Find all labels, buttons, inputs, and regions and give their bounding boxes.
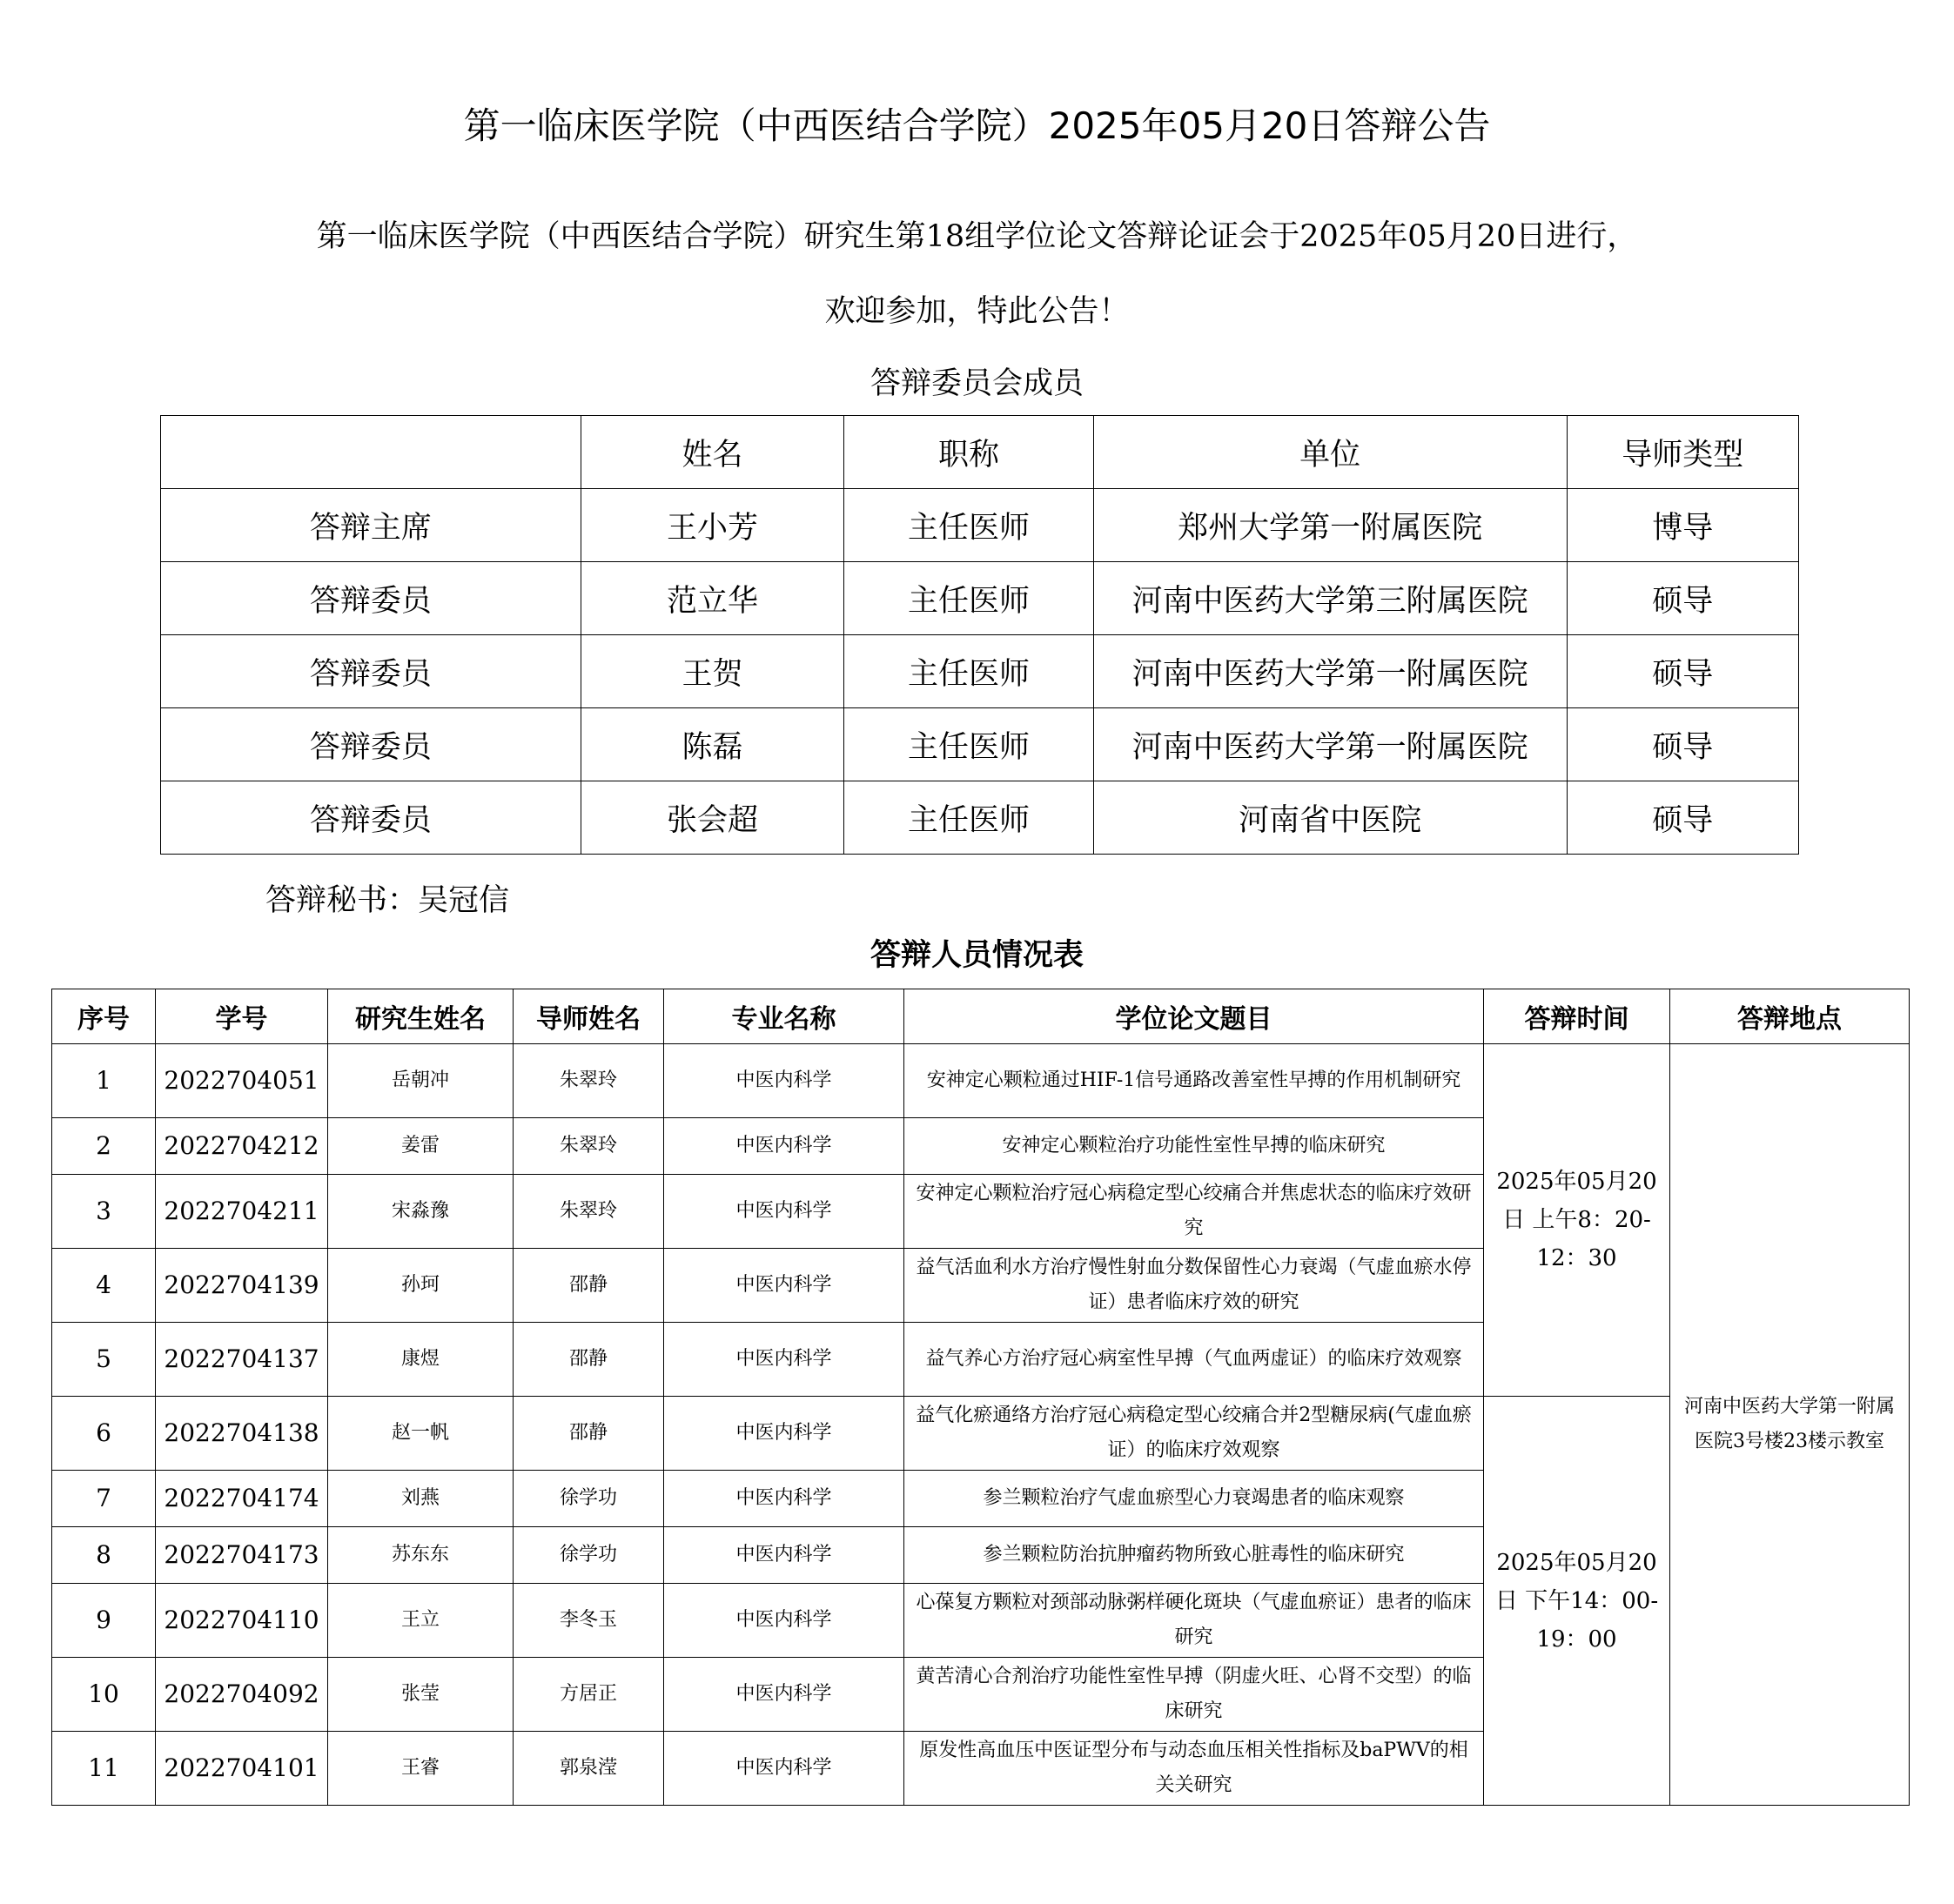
major-cell: 中医内科学 [664, 1397, 904, 1471]
student-name-cell: 康煜 [328, 1323, 514, 1397]
supervisor-name-cell: 徐学功 [514, 1471, 664, 1527]
seq-cell: 6 [52, 1397, 156, 1471]
committee-title: 主任医师 [844, 781, 1093, 855]
committee-unit: 河南中医药大学第三附属医院 [1093, 562, 1567, 635]
thesis-title-cell: 参兰颗粒防治抗肿瘤药物所致心脏毒性的临床研究 [904, 1527, 1484, 1584]
supervisor-name-cell: 邵静 [514, 1249, 664, 1323]
seq-cell: 1 [52, 1044, 156, 1118]
committee-supervisor-type: 硕导 [1567, 781, 1798, 855]
committee-header-cell: 职称 [844, 416, 1093, 489]
table-row [52, 1044, 1910, 1118]
thesis-title-cell: 安神定心颗粒治疗功能性室性早搏的临床研究 [904, 1118, 1484, 1175]
committee-supervisor-type: 硕导 [1567, 635, 1798, 708]
committee-supervisor-type: 博导 [1567, 489, 1798, 562]
thesis-title-cell: 安神定心颗粒治疗冠心病稳定型心绞痛合并焦虑状态的临床疗效研究 [904, 1175, 1484, 1249]
major-cell: 中医内科学 [664, 1584, 904, 1658]
student-id-cell: 2022704211 [156, 1175, 328, 1249]
supervisor-name-cell: 邵静 [514, 1323, 664, 1397]
major-cell: 中医内科学 [664, 1323, 904, 1397]
committee-row [161, 708, 1799, 781]
secretary-line [265, 876, 509, 920]
student-name-cell: 姜雷 [328, 1118, 514, 1175]
committee-role: 答辩委员 [161, 781, 581, 855]
committee-title: 主任医师 [844, 562, 1093, 635]
major-cell: 中医内科学 [664, 1118, 904, 1175]
intro-line-2: 欢迎参加，特此公告！ [824, 294, 1130, 329]
supervisor-name-cell: 李冬玉 [514, 1584, 664, 1658]
student-id-cell: 2022704137 [156, 1323, 328, 1397]
committee-name: 范立华 [581, 562, 843, 635]
table-row [52, 1397, 1910, 1471]
seq-cell: 2 [52, 1118, 156, 1175]
supervisor-name-cell: 朱翠玲 [514, 1175, 664, 1249]
major-cell: 中医内科学 [664, 1471, 904, 1527]
seq-cell: 10 [52, 1658, 156, 1732]
committee-name: 张会超 [581, 781, 843, 855]
committee-row [161, 635, 1799, 708]
committee-header-cell: 单位 [1093, 416, 1567, 489]
student-id-cell: 2022704101 [156, 1732, 328, 1806]
defense-time-morning: 2025年05月20日 上午8：20-12：30 [1484, 1044, 1670, 1397]
committee-role: 答辩委员 [161, 562, 581, 635]
student-name-cell: 宋淼豫 [328, 1175, 514, 1249]
student-name-cell: 王睿 [328, 1732, 514, 1806]
major-cell: 中医内科学 [664, 1249, 904, 1323]
page-title: 第一临床医学院（中西医结合学院）2025年05月20日答辩公告 [463, 104, 1491, 147]
defense-time-afternoon: 2025年05月20日 下午14：00-19：00 [1484, 1397, 1670, 1806]
student-name-cell: 苏东东 [328, 1527, 514, 1584]
student-id-cell: 2022704139 [156, 1249, 328, 1323]
students-header-cell: 序号 [52, 989, 156, 1044]
committee-role: 答辩委员 [161, 708, 581, 781]
committee-unit: 河南中医药大学第一附属医院 [1093, 635, 1567, 708]
secretary-label: 答辩秘书： [265, 883, 419, 918]
committee-header-cell: 导师类型 [1567, 416, 1798, 489]
students-header-cell: 答辩地点 [1670, 989, 1910, 1044]
thesis-title-cell: 原发性高血压中医证型分布与动态血压相关性指标及baPWV的相关关研究 [904, 1732, 1484, 1806]
secretary-name: 吴冠信 [418, 883, 510, 918]
committee-title: 主任医师 [844, 489, 1093, 562]
committee-role: 答辩委员 [161, 635, 581, 708]
students-header-cell: 专业名称 [664, 989, 904, 1044]
committee-supervisor-type: 硕导 [1567, 708, 1798, 781]
committee-row [161, 562, 1799, 635]
student-id-cell: 2022704174 [156, 1471, 328, 1527]
students-header-cell: 导师姓名 [514, 989, 664, 1044]
supervisor-name-cell: 朱翠玲 [514, 1118, 664, 1175]
student-id-cell: 2022704173 [156, 1527, 328, 1584]
thesis-title-cell: 益气活血利水方治疗慢性射血分数保留性心力衰竭（气虚血瘀水停证）患者临床疗效的研究 [904, 1249, 1484, 1323]
student-id-cell: 2022704051 [156, 1044, 328, 1118]
thesis-title-cell: 参兰颗粒治疗气虚血瘀型心力衰竭患者的临床观察 [904, 1471, 1484, 1527]
supervisor-name-cell: 邵静 [514, 1397, 664, 1471]
committee-header-cell: 姓名 [581, 416, 843, 489]
students-header-cell: 学号 [156, 989, 328, 1044]
seq-cell: 7 [52, 1471, 156, 1527]
committee-heading: 答辩委员会成员 [870, 366, 1084, 401]
seq-cell: 8 [52, 1527, 156, 1584]
thesis-title-cell: 心葆复方颗粒对颈部动脉粥样硬化斑块（气虚血瘀证）患者的临床研究 [904, 1584, 1484, 1658]
students-heading: 答辩人员情况表 [870, 938, 1084, 973]
committee-header-row [161, 416, 1799, 489]
supervisor-name-cell: 方居正 [514, 1658, 664, 1732]
committee-title: 主任医师 [844, 708, 1093, 781]
major-cell: 中医内科学 [664, 1732, 904, 1806]
thesis-title-cell: 益气化瘀通络方治疗冠心病稳定型心绞痛合并2型糖尿病(气虚血瘀证）的临床疗效观察 [904, 1397, 1484, 1471]
seq-cell: 5 [52, 1323, 156, 1397]
seq-cell: 4 [52, 1249, 156, 1323]
students-header-cell: 学位论文题目 [904, 989, 1484, 1044]
student-id-cell: 2022704110 [156, 1584, 328, 1658]
students-header-cell: 研究生姓名 [328, 989, 514, 1044]
seq-cell: 3 [52, 1175, 156, 1249]
major-cell: 中医内科学 [664, 1658, 904, 1732]
defense-place: 河南中医药大学第一附属医院3号楼23楼示教室 [1670, 1044, 1910, 1806]
committee-unit: 郑州大学第一附属医院 [1093, 489, 1567, 562]
student-name-cell: 张莹 [328, 1658, 514, 1732]
student-name-cell: 赵一帆 [328, 1397, 514, 1471]
student-name-cell: 刘燕 [328, 1471, 514, 1527]
committee-unit: 河南中医药大学第一附属医院 [1093, 708, 1567, 781]
committee-name: 陈磊 [581, 708, 843, 781]
supervisor-name-cell: 郭泉滢 [514, 1732, 664, 1806]
major-cell: 中医内科学 [664, 1175, 904, 1249]
student-id-cell: 2022704138 [156, 1397, 328, 1471]
student-name-cell: 王立 [328, 1584, 514, 1658]
committee-title: 主任医师 [844, 635, 1093, 708]
thesis-title-cell: 益气养心方治疗冠心病室性早搏（气血两虚证）的临床疗效观察 [904, 1323, 1484, 1397]
student-name-cell: 岳朝冲 [328, 1044, 514, 1118]
student-id-cell: 2022704212 [156, 1118, 328, 1175]
thesis-title-cell: 安神定心颗粒通过HIF-1信号通路改善室性早搏的作用机制研究 [904, 1044, 1484, 1118]
students-table [51, 989, 1910, 1806]
supervisor-name-cell: 朱翠玲 [514, 1044, 664, 1118]
major-cell: 中医内科学 [664, 1527, 904, 1584]
committee-row [161, 781, 1799, 855]
seq-cell: 9 [52, 1584, 156, 1658]
committee-row [161, 489, 1799, 562]
student-name-cell: 孙珂 [328, 1249, 514, 1323]
committee-header-cell [161, 416, 581, 489]
students-header-row [52, 989, 1910, 1044]
committee-name: 王小芳 [581, 489, 843, 562]
supervisor-name-cell: 徐学功 [514, 1527, 664, 1584]
committee-unit: 河南省中医院 [1093, 781, 1567, 855]
committee-table [160, 415, 1799, 855]
committee-name: 王贺 [581, 635, 843, 708]
thesis-title-cell: 黄苦清心合剂治疗功能性室性早搏（阴虚火旺、心肾不交型）的临床研究 [904, 1658, 1484, 1732]
seq-cell: 11 [52, 1732, 156, 1806]
students-header-cell: 答辩时间 [1484, 989, 1670, 1044]
committee-role: 答辩主席 [161, 489, 581, 562]
major-cell: 中医内科学 [664, 1044, 904, 1118]
intro-line-1: 第一临床医学院（中西医结合学院）研究生第18组学位论文答辩论证会于2025年05月20日进行， [316, 219, 1638, 254]
committee-supervisor-type: 硕导 [1567, 562, 1798, 635]
student-id-cell: 2022704092 [156, 1658, 328, 1732]
